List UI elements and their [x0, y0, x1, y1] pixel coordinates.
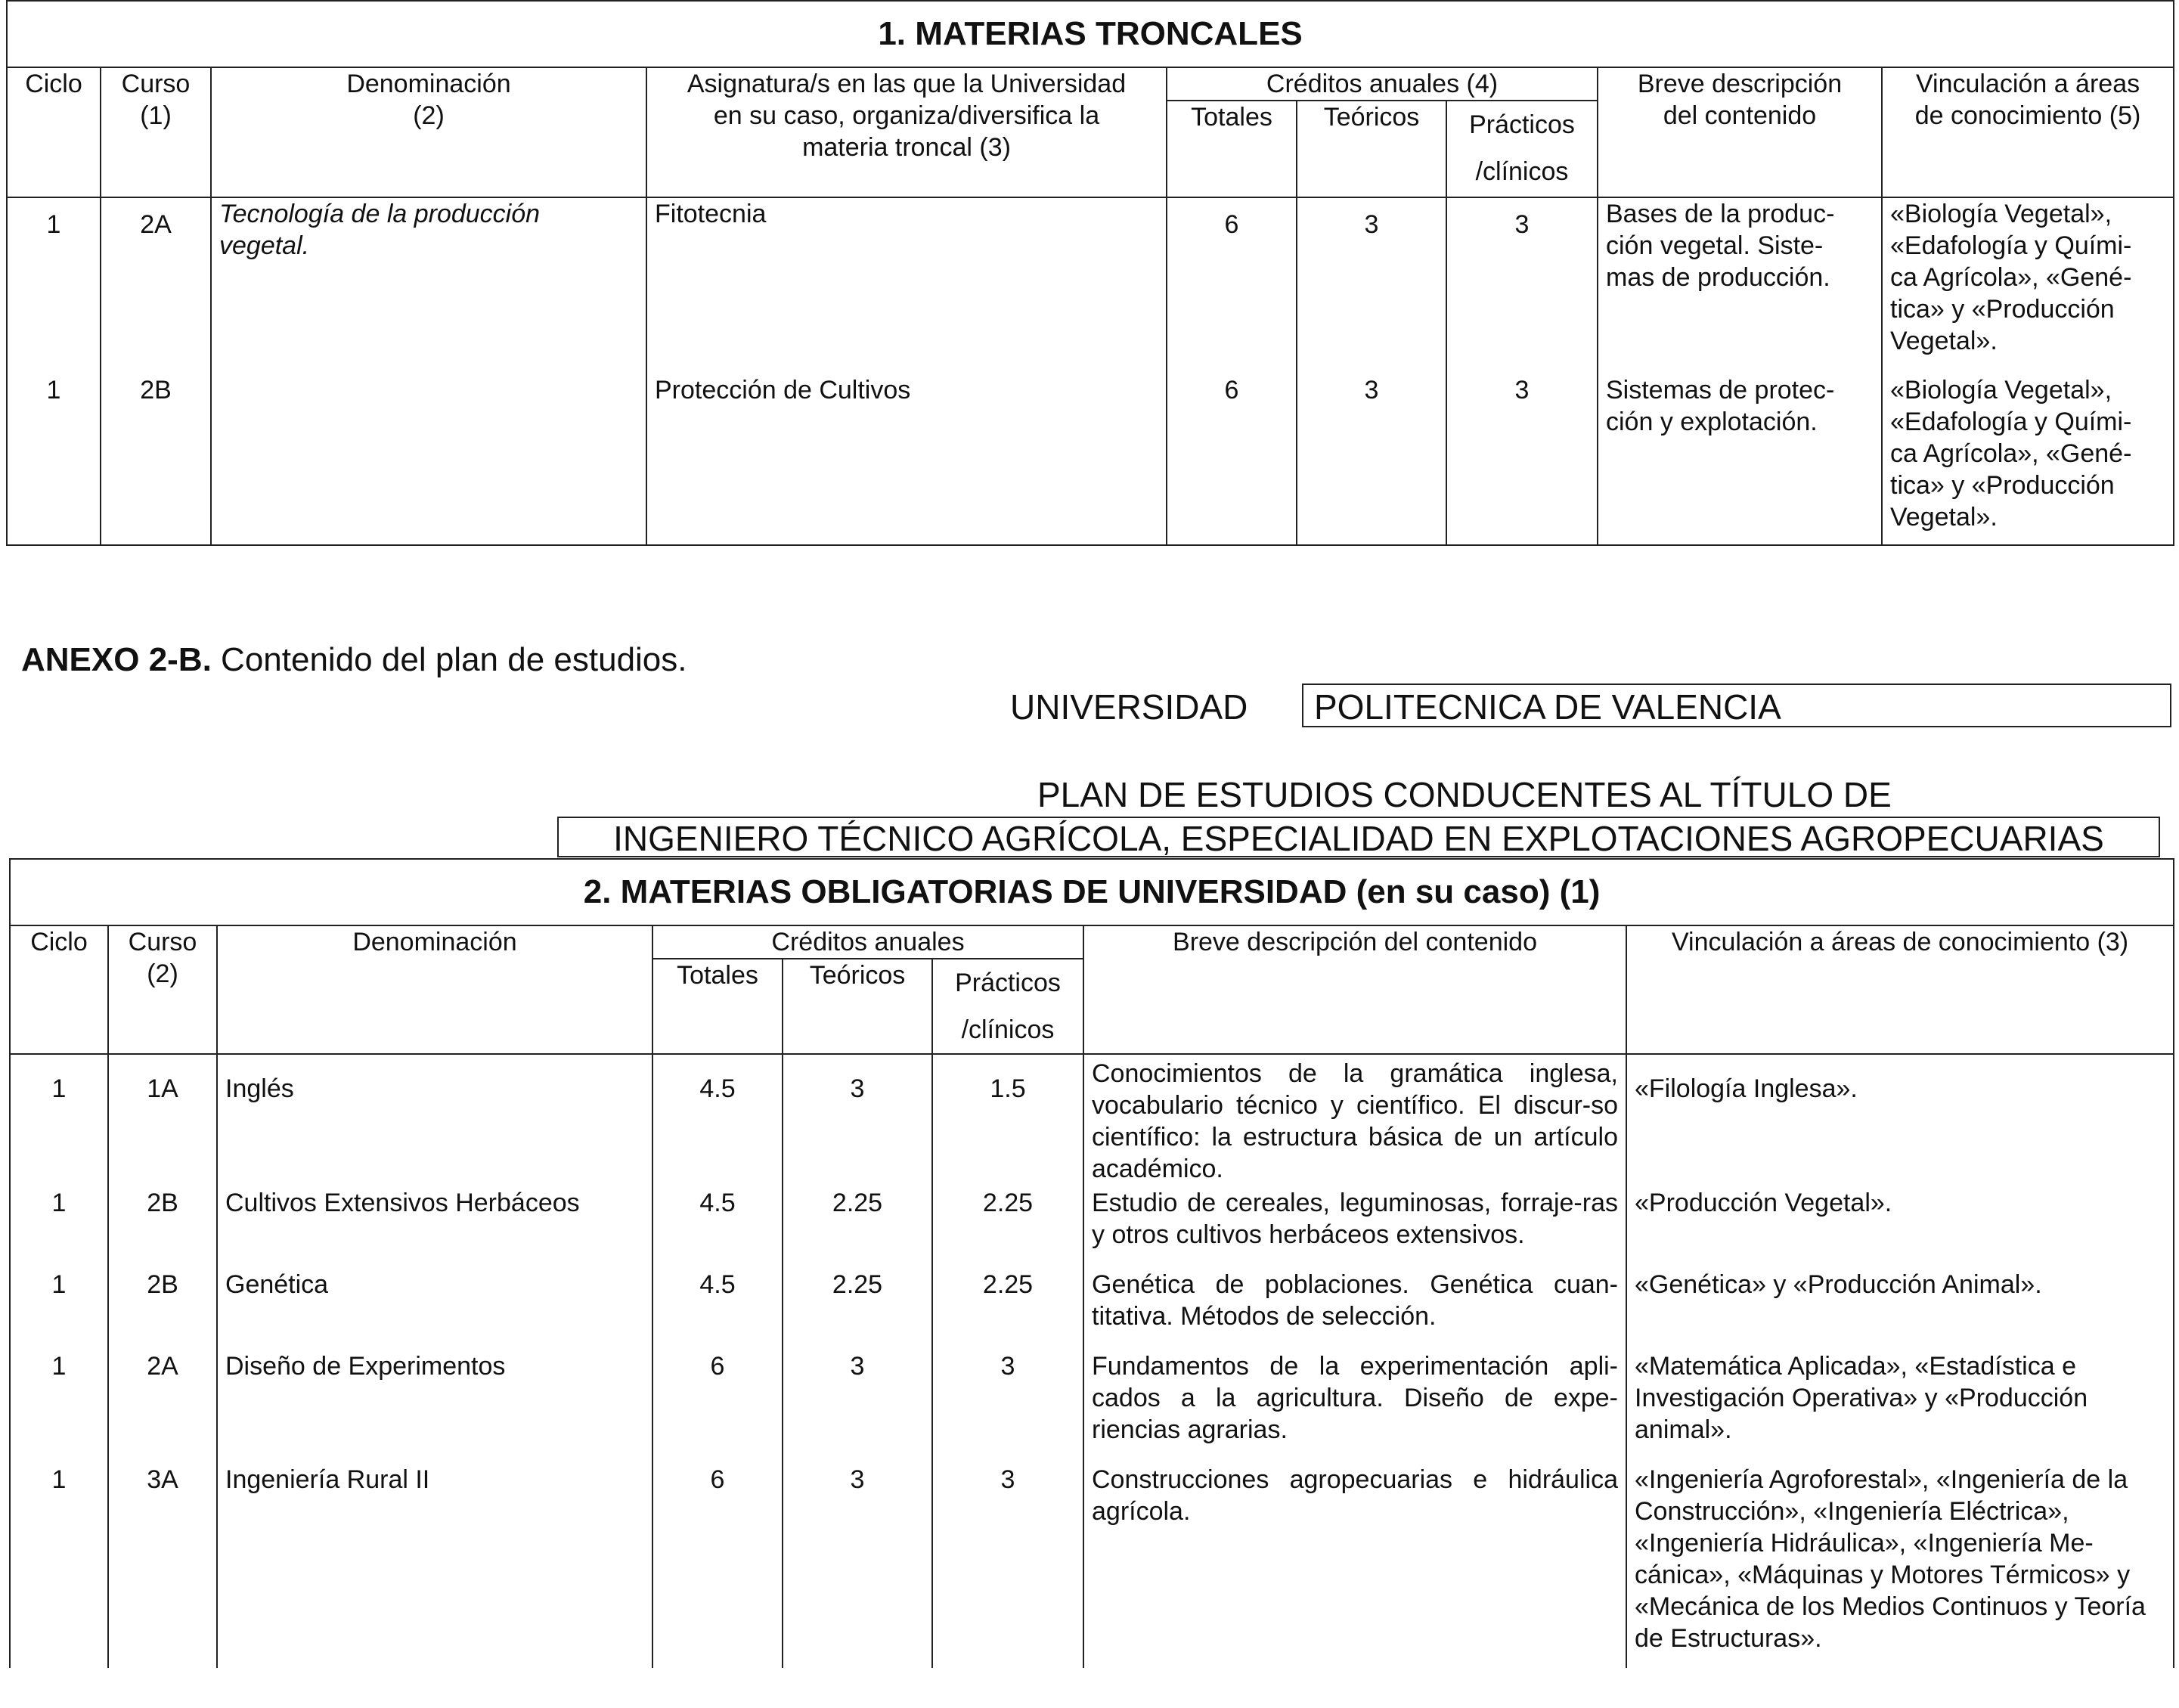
- header-descripcion: Breve descripción del contenido: [1083, 925, 1626, 1054]
- obligatorias-caption: 2. MATERIAS OBLIGATORIAS DE UNIVERSIDAD (en su caso) (1): [10, 859, 2174, 925]
- cell-descripcion: Construcciones agropecuarias e hidráulica agrícola.: [1083, 1464, 1626, 1668]
- troncales-caption: 1. MATERIAS TRONCALES: [7, 1, 2174, 67]
- header-ciclo: Ciclo: [10, 925, 108, 1054]
- cell-vinculacion: «Producción Vegetal».: [1626, 1187, 2174, 1269]
- cell-curso: 2B: [108, 1187, 217, 1269]
- cell-vinculacion: «Ingeniería Agroforestal», «Ingeniería de la Construcción», «Ingeniería Eléctrica», «Ingeniería Hidráulica», «Ingeniería Me-cánica», «Máquinas y Motores Térmicos» y «Mecánica de los Medios Continuos y Teoría de Estructuras».: [1626, 1464, 2174, 1668]
- cell-asignatura: Protección de Cultivos: [646, 374, 1167, 545]
- header-ciclo: Ciclo: [7, 67, 101, 197]
- header-curso: Curso (2): [108, 925, 217, 1054]
- header-teoricos: Teóricos: [783, 959, 932, 1054]
- cell-ciclo: 1: [7, 374, 101, 545]
- header-curso: Curso (1): [101, 67, 211, 197]
- cell-vinculacion: «Biología Vegetal», «Edafología y Quími- ca Agrícola», «Gené- tica» y «Producción Vegetal».: [1882, 197, 2174, 374]
- anexo-text: Contenido del plan de estudios.: [211, 641, 687, 678]
- universidad-name: POLITECNICA DE VALENCIA: [1302, 684, 2171, 727]
- cell-totales: 4.5: [652, 1269, 783, 1350]
- cell-totales: 4.5: [652, 1187, 783, 1269]
- degree-title: INGENIERO TÉCNICO AGRÍCOLA, ESPECIALIDAD EN EXPLOTACIONES AGROPECUARIAS: [557, 817, 2160, 857]
- cell-ciclo: 1: [10, 1269, 108, 1350]
- header-asignaturas: Asignatura/s en las que la Universidad en su caso, organiza/diversifica la materia troncal (3): [646, 67, 1167, 197]
- cell-ciclo: 1: [10, 1464, 108, 1668]
- cell-vinculacion: «Genética» y «Producción Animal».: [1626, 1269, 2174, 1350]
- table-row: [10, 1464, 2174, 1668]
- cell-ciclo: 1: [7, 197, 101, 374]
- troncales-table: [6, 0, 2174, 546]
- cell-totales: 6: [1167, 374, 1297, 545]
- table-row: [10, 1269, 2174, 1350]
- cell-denominacion: Tecnología de la producción vegetal.: [211, 197, 646, 374]
- table-row: [10, 1187, 2174, 1269]
- cell-curso: 3A: [108, 1464, 217, 1668]
- header-vinculacion: Vinculación a áreas de conocimiento (5): [1882, 67, 2174, 197]
- header-creditos: Créditos anuales (4): [1167, 67, 1598, 101]
- header-denominacion: Denominación: [217, 925, 652, 1054]
- cell-practicos: 2.25: [932, 1187, 1083, 1269]
- cell-ciclo: 1: [10, 1054, 108, 1187]
- cell-curso: 1A: [108, 1054, 217, 1187]
- cell-asignatura: Fitotecnia: [646, 197, 1167, 374]
- cell-descripcion: Genética de poblaciones. Genética cuan-titativa. Métodos de selección.: [1083, 1269, 1626, 1350]
- cell-vinculacion: «Filología Inglesa».: [1626, 1054, 2174, 1187]
- cell-practicos: 3: [1446, 197, 1598, 374]
- cell-totales: 6: [1167, 197, 1297, 374]
- table-row: [10, 1350, 2174, 1464]
- universidad-label: UNIVERSIDAD: [1010, 687, 1248, 727]
- cell-practicos: 3: [1446, 374, 1598, 545]
- header-vinculacion: Vinculación a áreas de conocimiento (3): [1626, 925, 2174, 1054]
- cell-curso: 2B: [101, 374, 211, 545]
- cell-teoricos: 3: [1297, 374, 1446, 545]
- cell-totales: 6: [652, 1350, 783, 1464]
- table-row: [7, 374, 2174, 545]
- cell-teoricos: 3: [783, 1464, 932, 1668]
- cell-curso: 2A: [101, 197, 211, 374]
- obligatorias-table: [9, 858, 2174, 1668]
- cell-teoricos: 2.25: [783, 1187, 932, 1269]
- header-practicos: Prácticos /clínicos: [932, 959, 1083, 1054]
- cell-descripcion: Sistemas de protec- ción y explotación.: [1598, 374, 1882, 545]
- cell-descripcion: Conocimientos de la gramática inglesa, vocabulario técnico y científico. El discur-so científico: la estructura básica de un artículo académico.: [1083, 1054, 1626, 1187]
- header-creditos: Créditos anuales: [652, 925, 1083, 959]
- cell-vinculacion: «Biología Vegetal», «Edafología y Quími- ca Agrícola», «Gené- tica» y «Producción Vegetal».: [1882, 374, 2174, 545]
- cell-denominacion: Diseño de Experimentos: [217, 1350, 652, 1464]
- header-denominacion: Denominación (2): [211, 67, 646, 197]
- cell-ciclo: 1: [10, 1187, 108, 1269]
- header-teoricos: Teóricos: [1297, 101, 1446, 197]
- cell-teoricos: 3: [1297, 197, 1446, 374]
- header-practicos: Prácticos /clínicos: [1446, 101, 1598, 197]
- header-totales: Totales: [652, 959, 783, 1054]
- cell-teoricos: 3: [783, 1350, 932, 1464]
- cell-denominacion: [211, 374, 646, 545]
- cell-denominacion: Inglés: [217, 1054, 652, 1187]
- table-row: [7, 197, 2174, 374]
- cell-curso: 2A: [108, 1350, 217, 1464]
- cell-practicos: 3: [932, 1464, 1083, 1668]
- anexo-label: ANEXO 2-B.: [21, 641, 212, 678]
- cell-descripcion: Estudio de cereales, leguminosas, forraje-ras y otros cultivos herbáceos extensivos.: [1083, 1187, 1626, 1269]
- plan-heading: PLAN DE ESTUDIOS CONDUCENTES AL TÍTULO DE: [1037, 775, 1892, 814]
- cell-descripcion: Bases de la produc- ción vegetal. Siste- mas de producción.: [1598, 197, 1882, 374]
- cell-descripcion: Fundamentos de la experimentación apli-cados a la agricultura. Diseño de expe-riencias agrarias.: [1083, 1350, 1626, 1464]
- anexo-heading: [21, 641, 687, 679]
- cell-teoricos: 3: [783, 1054, 932, 1187]
- cell-denominacion: Genética: [217, 1269, 652, 1350]
- cell-practicos: 3: [932, 1350, 1083, 1464]
- cell-curso: 2B: [108, 1269, 217, 1350]
- cell-vinculacion: «Matemática Aplicada», «Estadística e Investigación Operativa» y «Producción animal».: [1626, 1350, 2174, 1464]
- cell-denominacion: Cultivos Extensivos Herbáceos: [217, 1187, 652, 1269]
- header-totales: Totales: [1167, 101, 1297, 197]
- table-row: [10, 1054, 2174, 1187]
- header-descripcion: Breve descripción del contenido: [1598, 67, 1882, 197]
- cell-practicos: 2.25: [932, 1269, 1083, 1350]
- cell-teoricos: 2.25: [783, 1269, 932, 1350]
- cell-ciclo: 1: [10, 1350, 108, 1464]
- cell-denominacion: Ingeniería Rural II: [217, 1464, 652, 1668]
- cell-totales: 4.5: [652, 1054, 783, 1187]
- cell-practicos: 1.5: [932, 1054, 1083, 1187]
- cell-totales: 6: [652, 1464, 783, 1668]
